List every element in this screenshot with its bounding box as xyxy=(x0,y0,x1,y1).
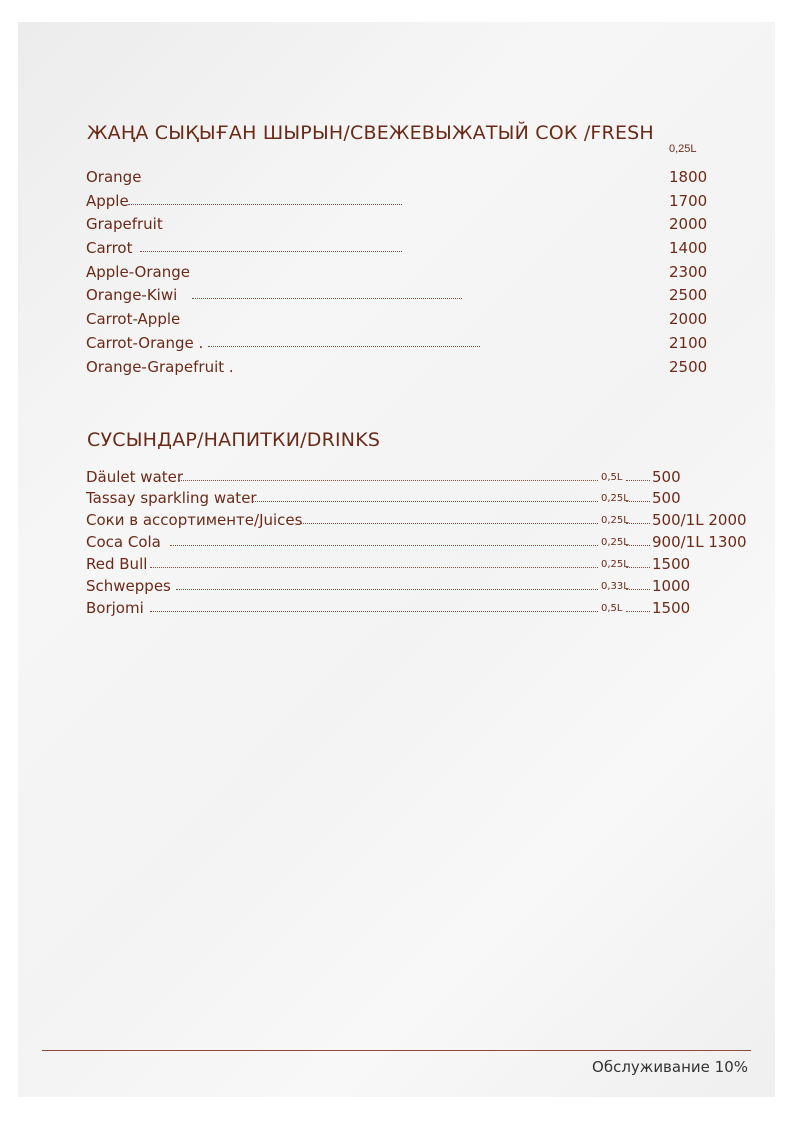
item-price: 1000 xyxy=(652,577,691,595)
item-price: 2300 xyxy=(669,263,708,281)
dot-leader xyxy=(192,298,462,299)
item-name: Schweppes xyxy=(86,577,171,595)
dot-leader xyxy=(178,480,598,481)
item-size: 0,5L xyxy=(601,603,623,614)
item-size: 0,25L xyxy=(601,515,629,526)
footer-divider xyxy=(42,1050,751,1051)
fresh-size-header: 0,25L xyxy=(669,143,697,155)
item-size: 0,33L xyxy=(601,581,629,592)
menu-page xyxy=(18,22,775,1097)
item-size: 0,5L xyxy=(601,472,623,483)
dot-leader xyxy=(150,567,598,568)
item-name: Orange-Grapefruit . xyxy=(86,358,234,376)
dot-leader xyxy=(626,545,650,546)
item-price: 900/1L 1300 xyxy=(652,533,747,551)
dot-leader xyxy=(626,523,650,524)
item-price: 2100 xyxy=(669,334,708,352)
item-name: Carrot xyxy=(86,239,133,257)
dot-leader xyxy=(140,251,402,252)
item-size: 0,25L xyxy=(601,559,629,570)
item-name: Apple xyxy=(86,192,129,210)
item-price: 2500 xyxy=(669,286,708,304)
item-name: Carrot-Orange . xyxy=(86,334,204,352)
item-price: 500 xyxy=(652,489,681,507)
item-name: Grapefruit xyxy=(86,215,163,233)
item-price: 2000 xyxy=(669,215,708,233)
dot-leader xyxy=(150,611,598,612)
dot-leader xyxy=(208,346,480,347)
item-price: 2000 xyxy=(669,310,708,328)
item-name: Orange xyxy=(86,168,142,186)
item-name: Orange-Kiwi xyxy=(86,286,178,304)
dot-leader xyxy=(626,501,650,502)
item-price: 1700 xyxy=(669,192,708,210)
item-price: 1400 xyxy=(669,239,708,257)
dot-leader xyxy=(170,545,598,546)
dot-leader xyxy=(626,589,650,590)
dot-leader xyxy=(626,567,650,568)
fresh-section-title: ЖАҢА СЫҚЫҒАН ШЫРЫН/СВЕЖЕВЫЖАТЫЙ СОК /FRESH xyxy=(87,122,654,144)
item-name: Däulet water xyxy=(86,468,184,486)
dot-leader xyxy=(176,589,598,590)
dot-leader xyxy=(626,611,650,612)
dot-leader xyxy=(626,480,650,481)
item-price: 1500 xyxy=(652,555,691,573)
item-price: 1800 xyxy=(669,168,708,186)
dot-leader xyxy=(128,204,402,205)
item-name: Borjomi xyxy=(86,599,144,617)
service-charge-note: Обслуживание 10% xyxy=(592,1058,748,1076)
drinks-section-title: СУСЫНДАР/НАПИТКИ/DRINKS xyxy=(87,429,381,451)
item-name: Red Bull xyxy=(86,555,148,573)
dot-leader xyxy=(300,523,598,524)
item-price: 1500 xyxy=(652,599,691,617)
item-name: Carrot-Apple xyxy=(86,310,181,328)
item-name: Соки в ассортименте/Juices xyxy=(86,511,303,529)
dot-leader xyxy=(252,501,598,502)
item-name: Coca Cola xyxy=(86,533,161,551)
item-price: 2500 xyxy=(669,358,708,376)
item-name: Apple-Orange xyxy=(86,263,190,281)
item-size: 0,25L xyxy=(601,537,629,548)
item-size: 0,25L xyxy=(601,493,629,504)
item-name: Tassay sparkling water xyxy=(86,489,257,507)
item-price: 500/1L 2000 xyxy=(652,511,747,529)
item-price: 500 xyxy=(652,468,681,486)
